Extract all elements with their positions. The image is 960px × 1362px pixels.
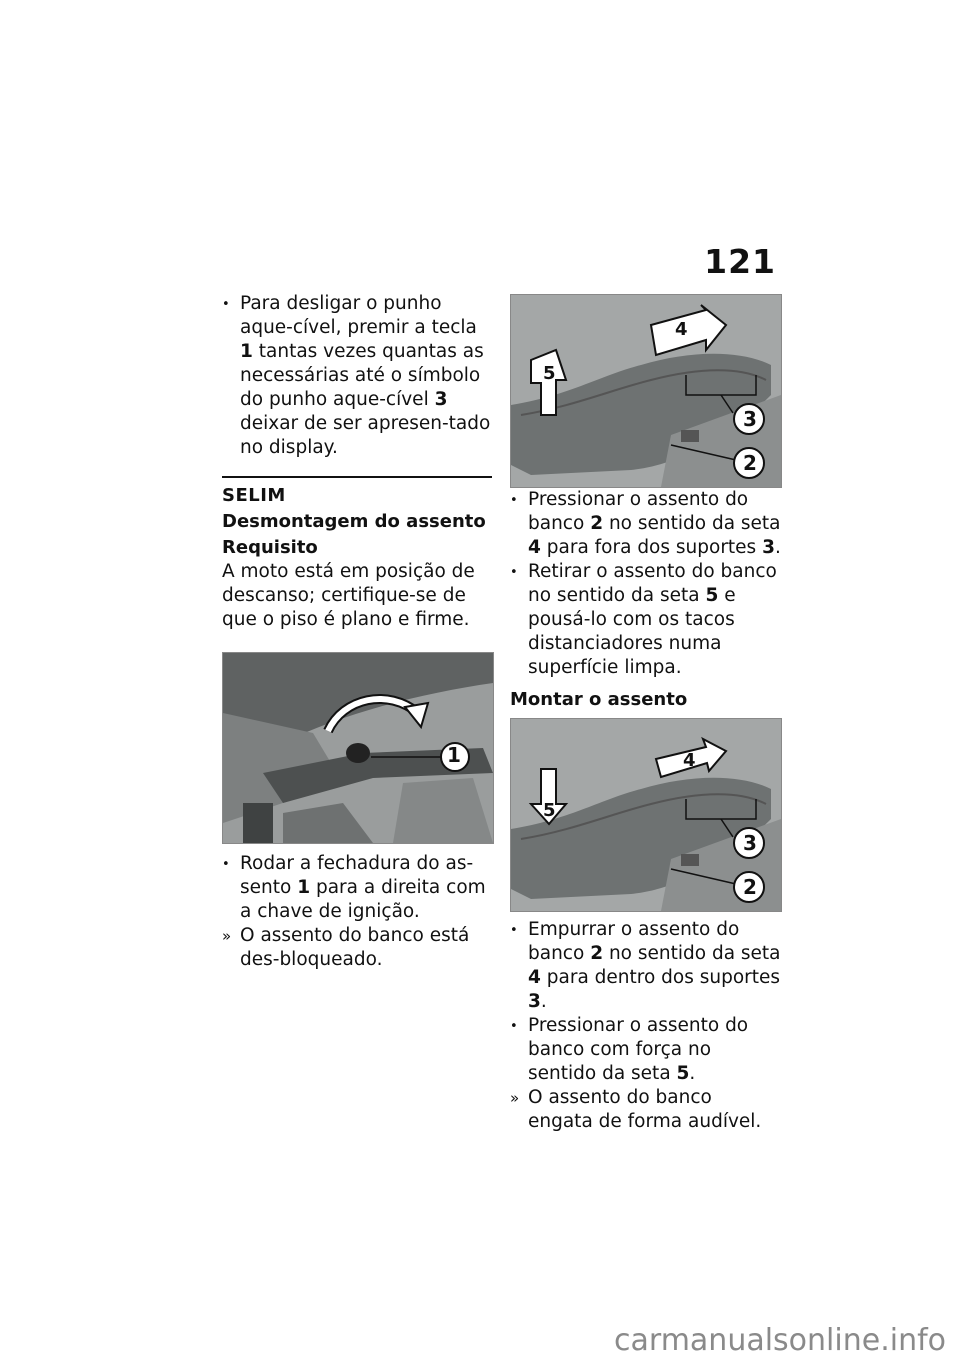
figure-label-4: 4 bbox=[683, 750, 696, 771]
bullet-icon: • bbox=[222, 297, 230, 312]
figure-label-3: 3 bbox=[743, 407, 757, 431]
figure-seat-installation bbox=[510, 718, 782, 912]
instruction-bullet: • Empurrar o assento do banco 2 no sentido da seta 4 para dentro dos suportes 3. bbox=[510, 919, 781, 1012]
bullet-icon: • bbox=[510, 493, 518, 508]
bullet-icon: • bbox=[222, 857, 230, 872]
result-arrow-icon: » bbox=[510, 1089, 520, 1107]
subheading-remove-seat: Desmontagem do assento bbox=[222, 511, 486, 532]
figure-label-1: 1 bbox=[447, 743, 461, 767]
figure-label-2: 2 bbox=[743, 451, 757, 475]
instruction-bullet: • Retirar o assento do banco no sentido da seta 5 e pousá-lo com os tacos distanciadores numa superfície limpa. bbox=[510, 561, 777, 678]
figure-label-2: 2 bbox=[743, 875, 757, 899]
result-arrow-icon: » bbox=[222, 927, 232, 945]
watermark-footer: carmanualsonline.info bbox=[614, 1323, 946, 1358]
section-title: SELIM bbox=[222, 485, 286, 506]
requirement-label: Requisito bbox=[222, 537, 318, 558]
requirement-text: A moto está em posição de descanso; certifique-se de que o piso é plano e firme. bbox=[222, 561, 475, 630]
page-number: 121 bbox=[704, 242, 776, 281]
instruction-bullet: • Pressionar o assento do banco 2 no sentido da seta 4 para fora dos suportes 3. bbox=[510, 489, 781, 558]
bullet-icon: • bbox=[510, 1019, 518, 1034]
result-line: » O assento do banco está des-bloqueado. bbox=[222, 925, 470, 970]
section-divider bbox=[222, 476, 492, 478]
instruction-bullet: • Para desligar o punho aque-cível, premir a tecla 1 tantas vezes quantas as necessárias até o símbolo do punho aque-cível 3 deixar de ser apresen-tado no display. bbox=[222, 293, 491, 458]
left-column bbox=[222, 292, 492, 972]
bullet-icon: • bbox=[510, 923, 518, 938]
figure-seat-lock bbox=[222, 652, 494, 844]
subheading-install-seat: Montar o assento bbox=[510, 689, 688, 710]
instruction-bullet: • Rodar a fechadura do as-sento 1 para a direita com a chave de ignição. bbox=[222, 853, 486, 922]
right-column bbox=[510, 488, 782, 1134]
figure-label-5: 5 bbox=[543, 800, 556, 821]
result-line: » O assento do banco engata de forma audível. bbox=[510, 1087, 762, 1132]
figure-label-5: 5 bbox=[543, 363, 556, 384]
figure-label-3: 3 bbox=[743, 831, 757, 855]
seat-removal-illustration bbox=[511, 295, 781, 487]
figure-label-4: 4 bbox=[675, 319, 688, 340]
bullet-icon: • bbox=[510, 565, 518, 580]
instruction-bullet: • Pressionar o assento do banco com força no sentido da seta 5. bbox=[510, 1015, 749, 1084]
figure-seat-removal bbox=[510, 294, 782, 488]
